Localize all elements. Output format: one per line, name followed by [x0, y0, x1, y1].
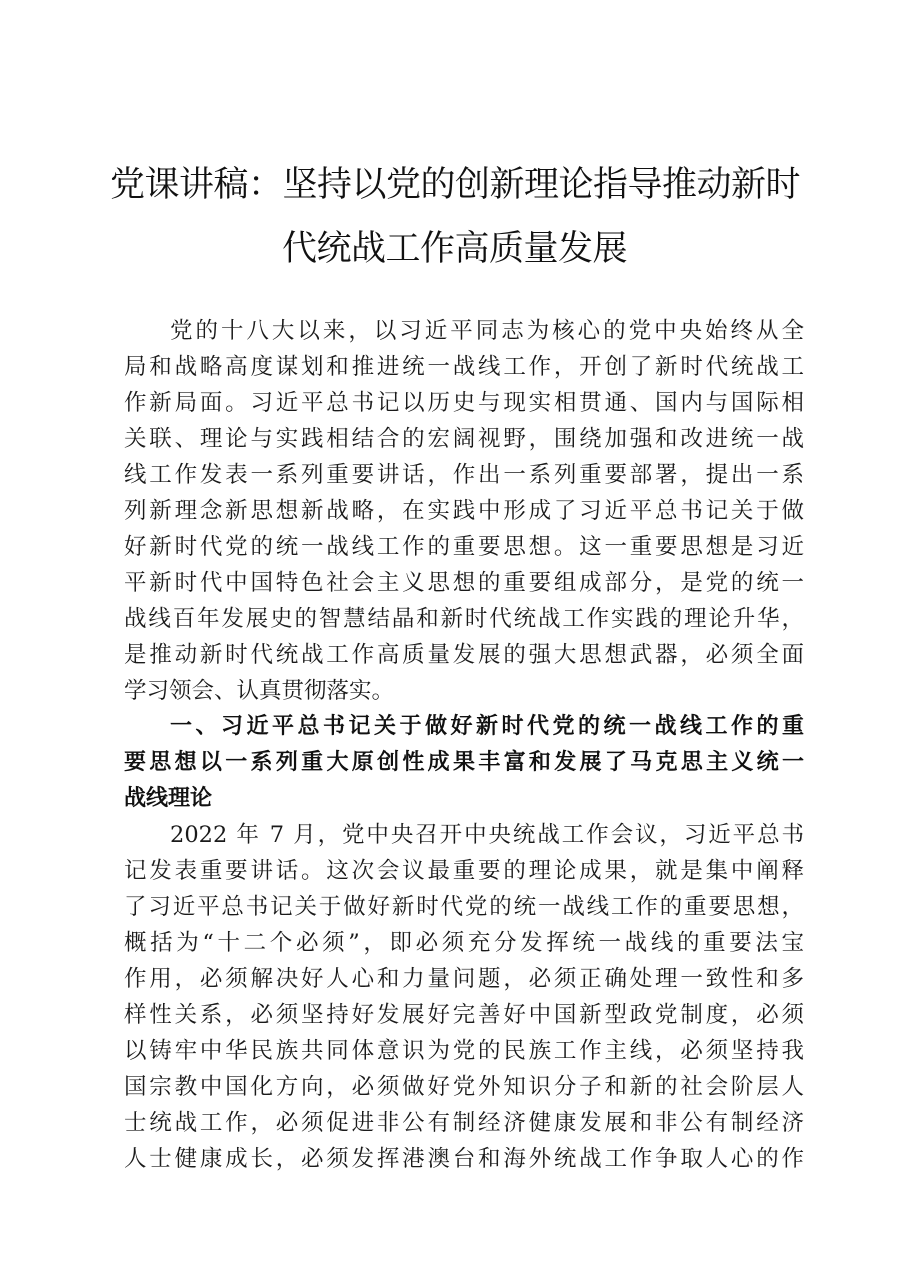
paragraph-1-line: 战线百年发展史的智慧结晶和新时代统战工作实践的理论升华，: [124, 606, 804, 632]
paragraph-2-line: 2022 年 7 月，党中央召开中央统战工作会议，习近平总书: [170, 822, 804, 848]
paragraph-2-line: 记发表重要讲话。这次会议最重要的理论成果，就是集中阐释: [124, 858, 804, 884]
paragraph-1-line: 好新时代党的统一战线工作的重要思想。这一重要思想是习近: [124, 534, 804, 560]
paragraph-1-line: 作新局面。习近平总书记以历史与现实相贯通、国内与国际相: [124, 390, 804, 416]
paragraph-1-line: 列新理念新思想新战略，在实践中形成了习近平总书记关于做: [124, 498, 804, 524]
paragraph-1-line: 平新时代中国特色社会主义思想的重要组成部分，是党的统一: [124, 570, 804, 596]
paragraph-2-line: 以铸牢中华民族共同体意识为党的民族工作主线，必须坚持我: [124, 1038, 804, 1064]
paragraph-2-line: 了习近平总书记关于做好新时代党的统一战线工作的重要思想，: [124, 894, 804, 920]
paragraph-1-line: 关联、理论与实践相结合的宏阔视野，围绕加强和改进统一战: [124, 426, 804, 452]
paragraph-1-line: 是推动新时代统战工作高质量发展的强大思想武器，必须全面: [124, 642, 804, 668]
paragraph-2-line: 国宗教中国化方向，必须做好党外知识分子和新的社会阶层人: [124, 1074, 804, 1100]
section-heading-line: 要思想以一系列重大原创性成果丰富和发展了马克思主义统一: [124, 750, 804, 775]
paragraph-1-line: 局和战略高度谋划和推进统一战线工作，开创了新时代统战工: [124, 354, 804, 380]
section-heading-line: 战线理论: [124, 786, 213, 811]
document-title-line-1: 党课讲稿：坚持以党的创新理论指导推动新时: [110, 165, 801, 205]
paragraph-2-line: 样性关系，必须坚持好发展好完善好中国新型政党制度，必须: [124, 1002, 804, 1028]
paragraph-1-line: 党的十八大以来，以习近平同志为核心的党中央始终从全: [170, 318, 804, 344]
paragraph-1-line: 学习领会、认真贯彻落实。: [124, 678, 395, 704]
paragraph-1-line: 线工作发表一系列重要讲话，作出一系列重要部署，提出一系: [124, 462, 804, 488]
paragraph-2-line: 作用，必须解决好人心和力量问题，必须正确处理一致性和多: [124, 966, 804, 992]
paragraph-2-line: 人士健康成长，必须发挥港澳台和海外统战工作争取人心的作: [124, 1146, 804, 1172]
paragraph-2-line: 概括为“十二个必须”，即必须充分发挥统一战线的重要法宝: [124, 930, 804, 956]
paragraph-2-line: 士统战工作，必须促进非公有制经济健康发展和非公有制经济: [124, 1110, 804, 1136]
section-heading-line: 一、习近平总书记关于做好新时代党的统一战线工作的重: [170, 714, 804, 739]
document-title-line-2: 代统战工作高质量发展: [281, 229, 627, 269]
